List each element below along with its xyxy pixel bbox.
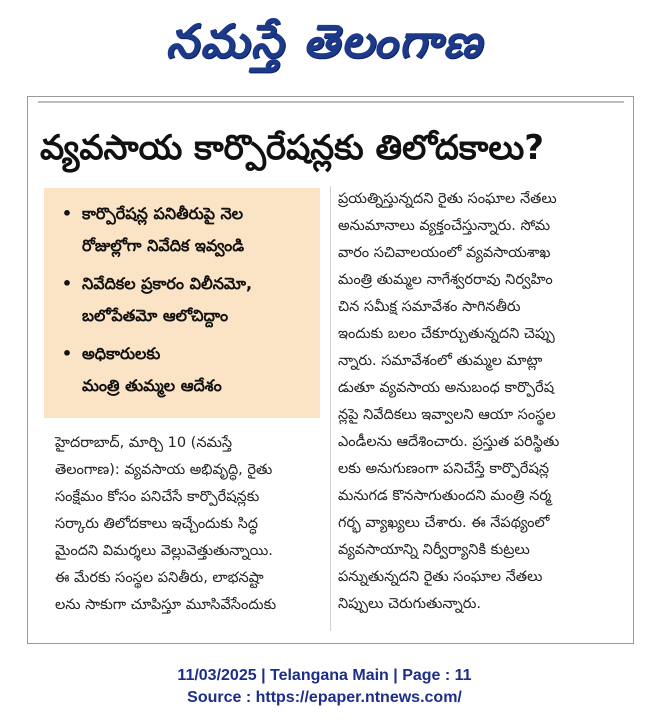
article-line: మైందని విమర్శలు వెల్లువెత్తుతున్నాయి.: [55, 543, 273, 559]
highlight-line: కార్పొరేషన్ల పనితీరుపై నెల: [82, 204, 244, 223]
highlight-line: బలోపేతమో ఆలోచిద్దాం: [82, 306, 229, 325]
article-line: లను సాకుగా చూపిస్తూ మూసివేసేందుకు: [55, 597, 277, 613]
article-line: లకు అనుగుణంగా పనిచేస్తే కార్పొరేషన్ల: [338, 461, 550, 477]
bullet-icon: •: [61, 344, 73, 363]
article-line: నిప్పులు చెరుగుతున్నారు.: [338, 596, 481, 612]
bullet-icon: •: [61, 274, 73, 293]
article-line: ఇందుకు బలం చేకూర్చుతున్నదని చెప్పు: [338, 326, 555, 342]
article-line: డుతూ వ్యవసాయ అనుబంధ కార్పొరేష: [338, 380, 555, 396]
article-line: హైదరాబాద్, మార్చి 10 (నమస్తే: [55, 435, 233, 451]
top-rule: [38, 101, 624, 103]
article-line: న్లపై నివేదికలు ఇవ్వాలని ఆయా సంస్థల: [338, 407, 556, 423]
article-line: మంత్రి తుమ్మల నాగేశ్వరరావు నిర్వహిం: [338, 272, 553, 288]
edition-info: 11/03/2025 | Telangana Main | Page : 11: [177, 667, 472, 684]
highlight-line: నివేదికల ప్రకారం విలీనమో,: [82, 274, 253, 293]
column-divider: [330, 186, 331, 631]
article-column-right: [338, 186, 624, 618]
article-line: సంక్షేమం కోసం పనిచేసే కార్పొరేషన్లకు: [55, 489, 260, 505]
highlights-box: [44, 188, 320, 418]
article-line: పన్నుతున్నదని రైతు సంఘాల నేతలు: [338, 569, 543, 585]
highlight-line: రోజుల్లోగా నివేదిక ఇవ్వండి: [82, 236, 245, 255]
article-line: తెలంగాణ): వ్యవసాయ అభివృద్ధి, రైతు: [55, 462, 273, 478]
highlight-line: అధికారులకు: [82, 344, 161, 363]
article-column-left: [55, 430, 325, 619]
article-line: ఈ మేరకు సంస్థల పనితీరు, లాభనష్టా: [55, 570, 264, 586]
article-line: వారం సచివాలయంలో వ్యవసాయశాఖ: [338, 245, 551, 261]
article-line: ప్రయత్నిస్తున్నదని రైతు సంఘాల నేతలు: [338, 191, 557, 207]
article-line: వ్యవసాయాన్ని నిర్వీర్యానికి కుట్రలు: [338, 542, 530, 558]
article-headline: వ్యవసాయ కార్పొరేషన్లకు తిలోదకాలు?: [40, 128, 544, 168]
article-line: అనుమానాలు వ్యక్తంచేస్తున్నారు. సోమ: [338, 218, 551, 234]
bullet-icon: •: [61, 204, 73, 223]
highlight-line: మంత్రి తుమ్మల ఆదేశం: [82, 376, 222, 395]
article-line: గర్భ వ్యాఖ్యలు చేశారు. ఈ నేపథ్యంలో: [338, 515, 550, 531]
article-line: సర్కారు తిలోదకాలు ఇచ్చేందుకు సిద్ధ: [55, 516, 259, 532]
masthead-logo: నమస్తే తెలంగాణ: [165, 14, 484, 68]
article-line: మనుగడ కొనసాగుతుందని మంత్రి నర్మ: [338, 488, 552, 504]
source-link[interactable]: Source : https://epaper.ntnews.com/: [187, 689, 462, 706]
article-line: న్నారు. సమావేశంలో తుమ్మల మాట్లా: [338, 353, 543, 369]
article-line: చిన సమీక్ష సమావేశం సాగినతీరు: [338, 299, 521, 315]
article-line: ఎండీలను ఆదేశించారు. ప్రస్తుత పరిస్థితు: [338, 434, 560, 450]
